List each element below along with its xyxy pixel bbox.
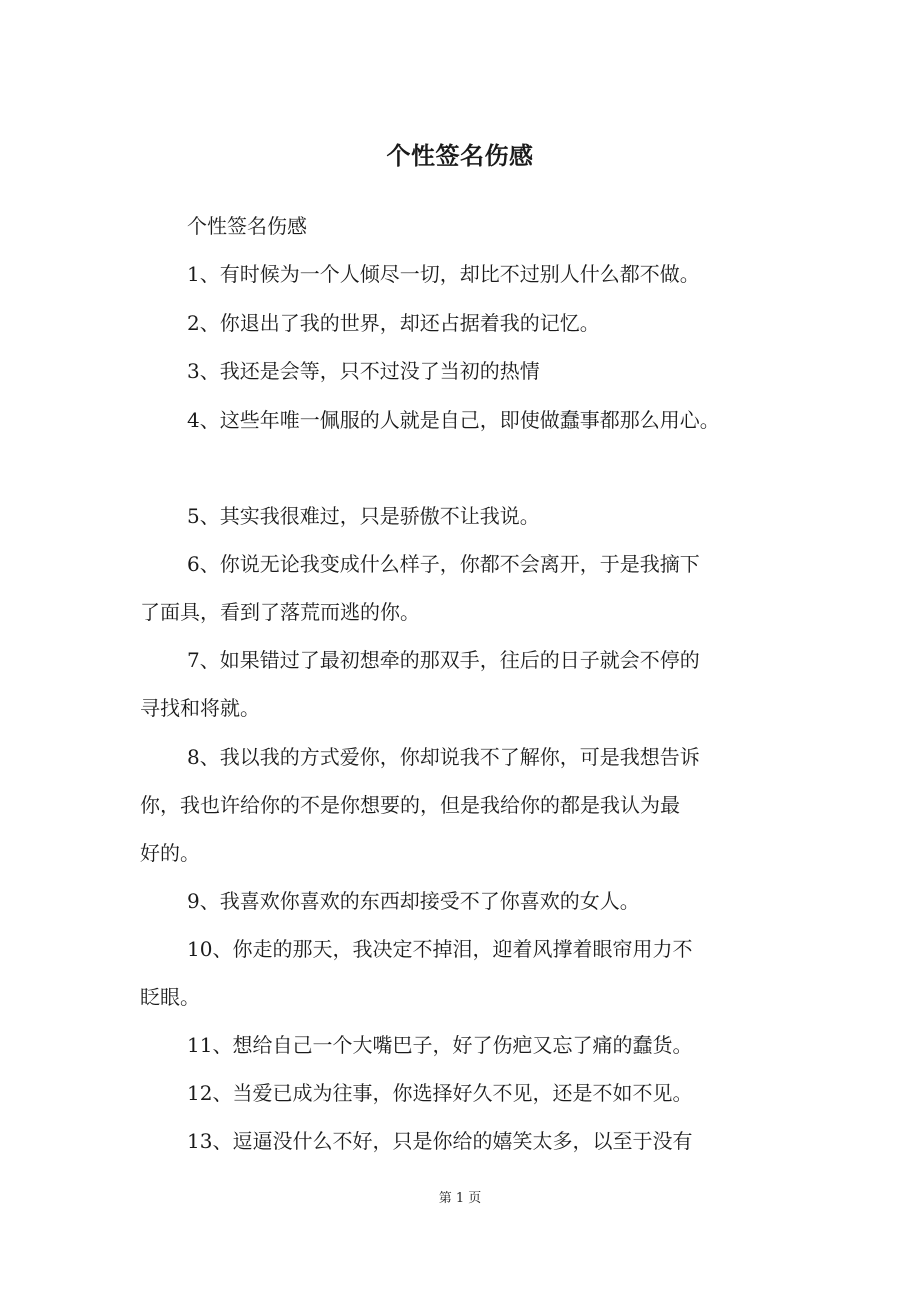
- body-line-6b: 了面具，看到了落荒而逃的你。: [140, 600, 420, 624]
- body-line-10b: 眨眼。: [140, 985, 200, 1009]
- body-line-10a: 10、你走的那天，我决定不掉泪，迎着风撑着眼帘用力不: [187, 937, 693, 961]
- body-line-7b: 寻找和将就。: [140, 696, 260, 720]
- body-line-12: 12、当爱已成为往事，你选择好久不见，还是不如不见。: [187, 1081, 693, 1105]
- page-number: 第 1 页: [438, 1191, 482, 1206]
- body-line-9: 9、我喜欢你喜欢的东西却接受不了你喜欢的女人。: [187, 889, 640, 913]
- body-line-13: 13、逗逼没什么不好，只是你给的嬉笑太多，以至于没有: [187, 1129, 693, 1153]
- body-line-4: 4、这些年唯一佩服的人就是自己，即使做蠢事都那么用心。: [187, 408, 720, 432]
- body-line-8b: 你，我也许给你的不是你想要的，但是我给你的都是我认为最: [140, 793, 680, 817]
- body-line-8a: 8、我以我的方式爱你，你却说我不了解你，可是我想告诉: [187, 745, 700, 769]
- body-line-8c: 好的。: [140, 841, 200, 865]
- body-line-5: 5、其实我很难过，只是骄傲不让我说。: [187, 504, 540, 528]
- body-line-2: 2、你退出了我的世界，却还占据着我的记忆。: [187, 311, 600, 335]
- body-line-11: 11、想给自己一个大嘴巴子，好了伤疤又忘了痛的蠢货。: [187, 1033, 693, 1057]
- body-line-7a: 7、如果错过了最初想牵的那双手，往后的日子就会不停的: [187, 648, 700, 672]
- body-line-6a: 6、你说无论我变成什么样子，你都不会离开，于是我摘下: [187, 552, 700, 576]
- body-line-1: 1、有时候为一个人倾尽一切，却比不过别人什么都不做。: [187, 262, 700, 286]
- body-line-subtitle: 个性签名伤感: [187, 214, 307, 238]
- document-title: 个性签名伤感: [386, 142, 534, 170]
- body-line-3: 3、我还是会等，只不过没了当初的热情: [187, 359, 540, 383]
